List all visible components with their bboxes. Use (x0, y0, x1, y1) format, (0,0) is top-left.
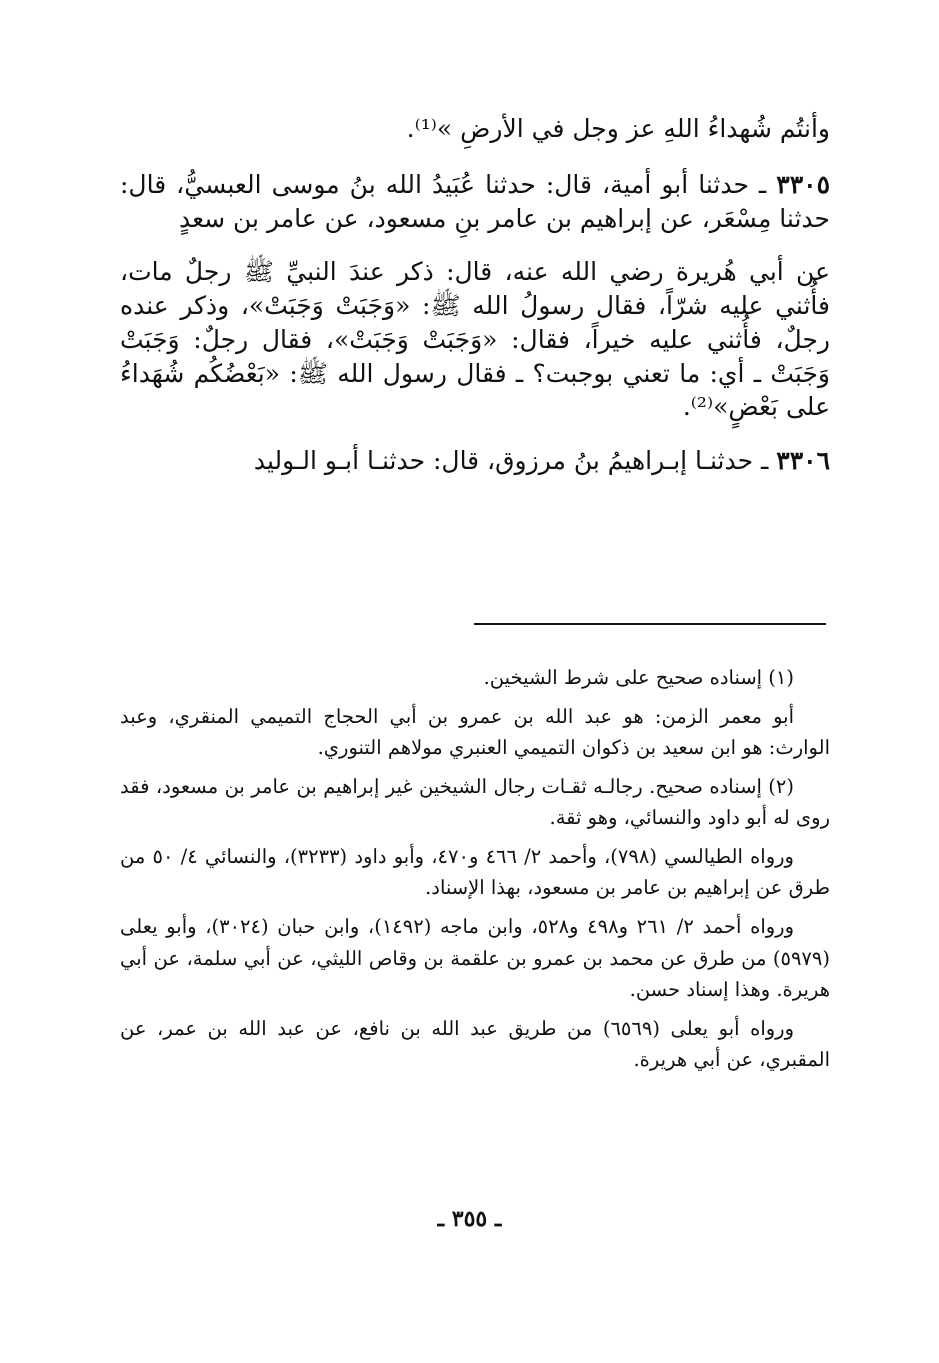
footnote-1: (١) إسناده صحيح على شرط الشيخين. (483, 666, 794, 689)
hadith-3305-matn: عن أبي هُريرة رضي الله عنه، قال: ذكر عندَ النبيِّ ﷺ رجلٌ مات، فأُثني عليه شرّاً، فقال رسولُ الله ﷺ: «وَجَبَتْ وَجَبَتْ»، وذكر عنده رجلٌ، فأُثني عليه خيراً، فقال: «وَجَبَتْ وَجَبَتْ»، فقال رجلٌ: وَجَبَتْ وَجَبَتْ ـ أي: ما تعني بوجبت؟ ـ فقال رسول الله ﷺ: «بَعْضُكُم شُهَداءُ على بَعْضٍ»⁽²⁾. (120, 257, 830, 422)
main-text (120, 112, 830, 478)
page-number: ـ ٣٥٥ ـ (437, 1206, 502, 1232)
footnote-2: (٢) إسناده صحيح. رجالـه ثقـات رجال الشيخين غير إبراهيم بن عامر بن مسعود، فقد روى له أبو داود والنسائي، وهو ثقة. (120, 774, 830, 830)
footnote-2-sources-a: ورواه الطيالسي (٧٩٨)، وأحمد ٢/ ٤٦٦ و٤٧٠، وأبو داود (٣٢٣٣)، والنسائي ٤/ ٥٠ من طرق عن إبراهيم بن عامر بن مسعود، بهذا الإسناد. (120, 844, 830, 900)
hadith-3306-isnad-text: ـ حدثنـا إبـراهيمُ بنُ مرزوق، قال: حدثنـا أبـو الـوليد (253, 446, 777, 475)
footnote-2-sources-b: ورواه أحمد ٢/ ٢٦١ و٤٩٨ و٥٢٨، وابن ماجه (١٤٩٢)، وابن حبان (٣٠٢٤)، وأبو يعلى (٥٩٧٩) من طرق عن محمد بن عمرو بن علقمة بن وقاص الليثي، عن أبي سلمة، عن أبي هريرة. وهذا إسناد حسن. (120, 915, 830, 1002)
hadith-3306-isnad (120, 444, 830, 478)
footnotes (120, 662, 830, 1083)
footnote-1-detail: أبو معمر الزمن: هو عبد الله بن عمرو بن أبي الحجاج التميمي المنقري، وعبد الوارث: هو ابن سعيد بن ذكوان التميمي العنبري مولاهم التنوري. (120, 704, 830, 760)
hadith-number-3305: ٣٣٠٥ (776, 169, 830, 199)
hadith-3305-isnad (120, 168, 830, 236)
footnote-separator (474, 623, 826, 625)
footnote-2-sources-c: ورواه أبو يعلى (٦٥٦٩) من طريق عبد الله بن نافع، عن عبد الله بن عمر، عن المقبري، عن أبي هريرة. (120, 1016, 830, 1072)
hadith-3305-isnad-text: ـ حدثنا أبو أمية، قال: حدثنا عُبَيدُ الله بنُ موسى العبسيُّ، قال: حدثنا مِسْعَر، عن إبراهيم بن عامر بنِ مسعود، عن عامر بن سعدٍ (120, 169, 830, 233)
continuation-line: وأنتُم شُهداءُ اللهِ عز وجل في الأرضِ »⁽¹⁾. (406, 114, 830, 143)
hadith-number-3306: ٣٣٠٦ (776, 446, 830, 475)
